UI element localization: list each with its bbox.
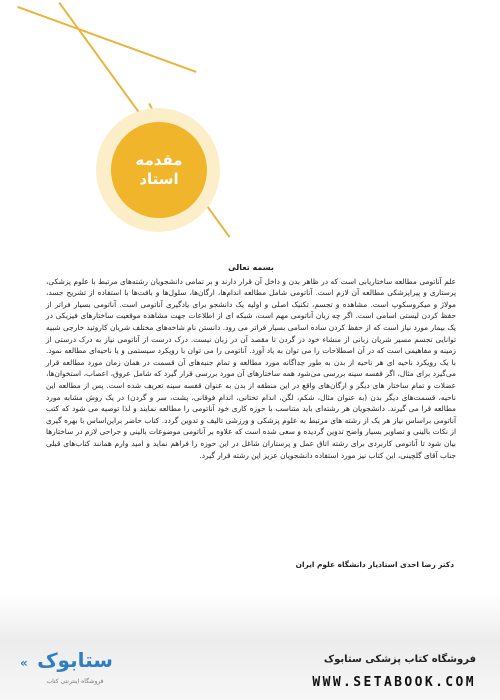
author-signature: دکتر رضا احدی استادیار دانشگاه علوم ایران (295, 560, 454, 569)
preface-body: علم آناتومی مطالعه ساختاریابی است که در ظاهر بدن و داخل آن قرار دارند و بر تمامی دانشجویان رشته‌های مرتبط با علوم پزشکی، پرستاری و پیراپزشکی مطالعه آن لازم است. آناتومی شامل مطالعه اندام‌ها، ارگان‌ها، سلول‌ها و بافت‌ها با استفاده از تشریح جسد، مولاژ و میکروسکوپ است. مشاهده و تجسم، تکنیک اصلی و اولیه یک دانشجو برای یادگیری آناتومی است. آناتومی بسیار فراتر از حفظ کردن لیستی اسامی است. اگر چه زبان آناتومی مهم است، شبکه ای از اطلاعات جهت مشاهده موقعیت ساختارهای فیزیکی در یک بیمار مورد نیاز است که از حفظ کردن ساده اسامی بسیار فراتر می رود. دانستن نام شاخه‌های مختلف شریان کاروتید خارجی شبیه توانایی تجسم مسیر شریان زبانی از منشاء خود در گردن تا مقصد آن در زبان نیست. درک درست از آناتومی نیاز به درک درستی از زمینه و مفاهیمی است که در آن اصطلاحات را می توان به یاد آورد. آناتومی را می توان با رویکرد سیستمی و یا ناحیه‌ای مطالعه نمود. با یک رویکرد ناحیه ای هر ناحیه از بدن به طور جداگانه مورد مطالعه و تمام جنبه‌های آن قسمت در همان زمان مورد مطالعه قرار می‌گیرد برای مثال، اگر قفسه سینه بررسی می‌شود همه ساختارهای آن مورد بررسی قرار گیرد که شامل عروق، اعصاب، استخوان‌ها، عضلات و تمام ساختار های دیگر و ارگان‌های واقع در این منطقه از بدن به عنوان قفسه سینه تعریف شده است. پس از مطالعه این ناحیه، قسمت‌های دیگر بدن (به عنوان مثال، شکم، لگن، اندام تحتانی، اندام فوقانی، پشت، سر و گردن) در یک روش مشابه مورد مطالعه قرا می گیرند. دانشجویان هر رشته‌ای باید متناسب با حوزه کاری خود آناتومی را مطالعه نمایند و لذا توصیه می شود که کتب آناتومی براساس نیاز هر یک از رشته های مرتبط به علوم پزشکی و ورزشی تالیف و تدوین گردد. کتاب حاضر براین‌اساس با بهره گیری از نکات بالینی و تصاویر بسیار واضح تدوین گردیده و سعی شده است که علاوه بر آناتومی موضوعات بالینی و جراحی لازم در ساختارها بیان شود تا آناتومی کاربردی برای رشته اتاق عمل و پرستاران شاغل در این حوزه را فراهم نماید و امید وارم همانند کتاب‌های قبلی جناب آقای گلچینی، این کتاب نیز مورد استفاده دانشجویان عزیز این رشته قرار گیرد. (46, 276, 456, 460)
logo-wordmark: ستابوک (37, 648, 113, 672)
preface-text-block (46, 262, 456, 461)
logo-tagline: فروشگاه اینترنتی کتاب (46, 678, 104, 685)
preface-heading: بسمه تعالی (228, 263, 274, 272)
preface-badge (111, 122, 207, 218)
store-logo[interactable] (20, 648, 130, 692)
decorative-line (17, 6, 196, 73)
store-name: فروشگاه کتاب پزشکی ستابوک (323, 654, 476, 665)
badge-line-1: مقدمه (135, 151, 183, 169)
badge-line-2: استاد (139, 170, 179, 188)
footer-fade (0, 595, 500, 645)
chevrons-left-icon: « (20, 656, 28, 670)
store-url-link[interactable]: WWW.SETABOOK.COM (312, 675, 476, 690)
